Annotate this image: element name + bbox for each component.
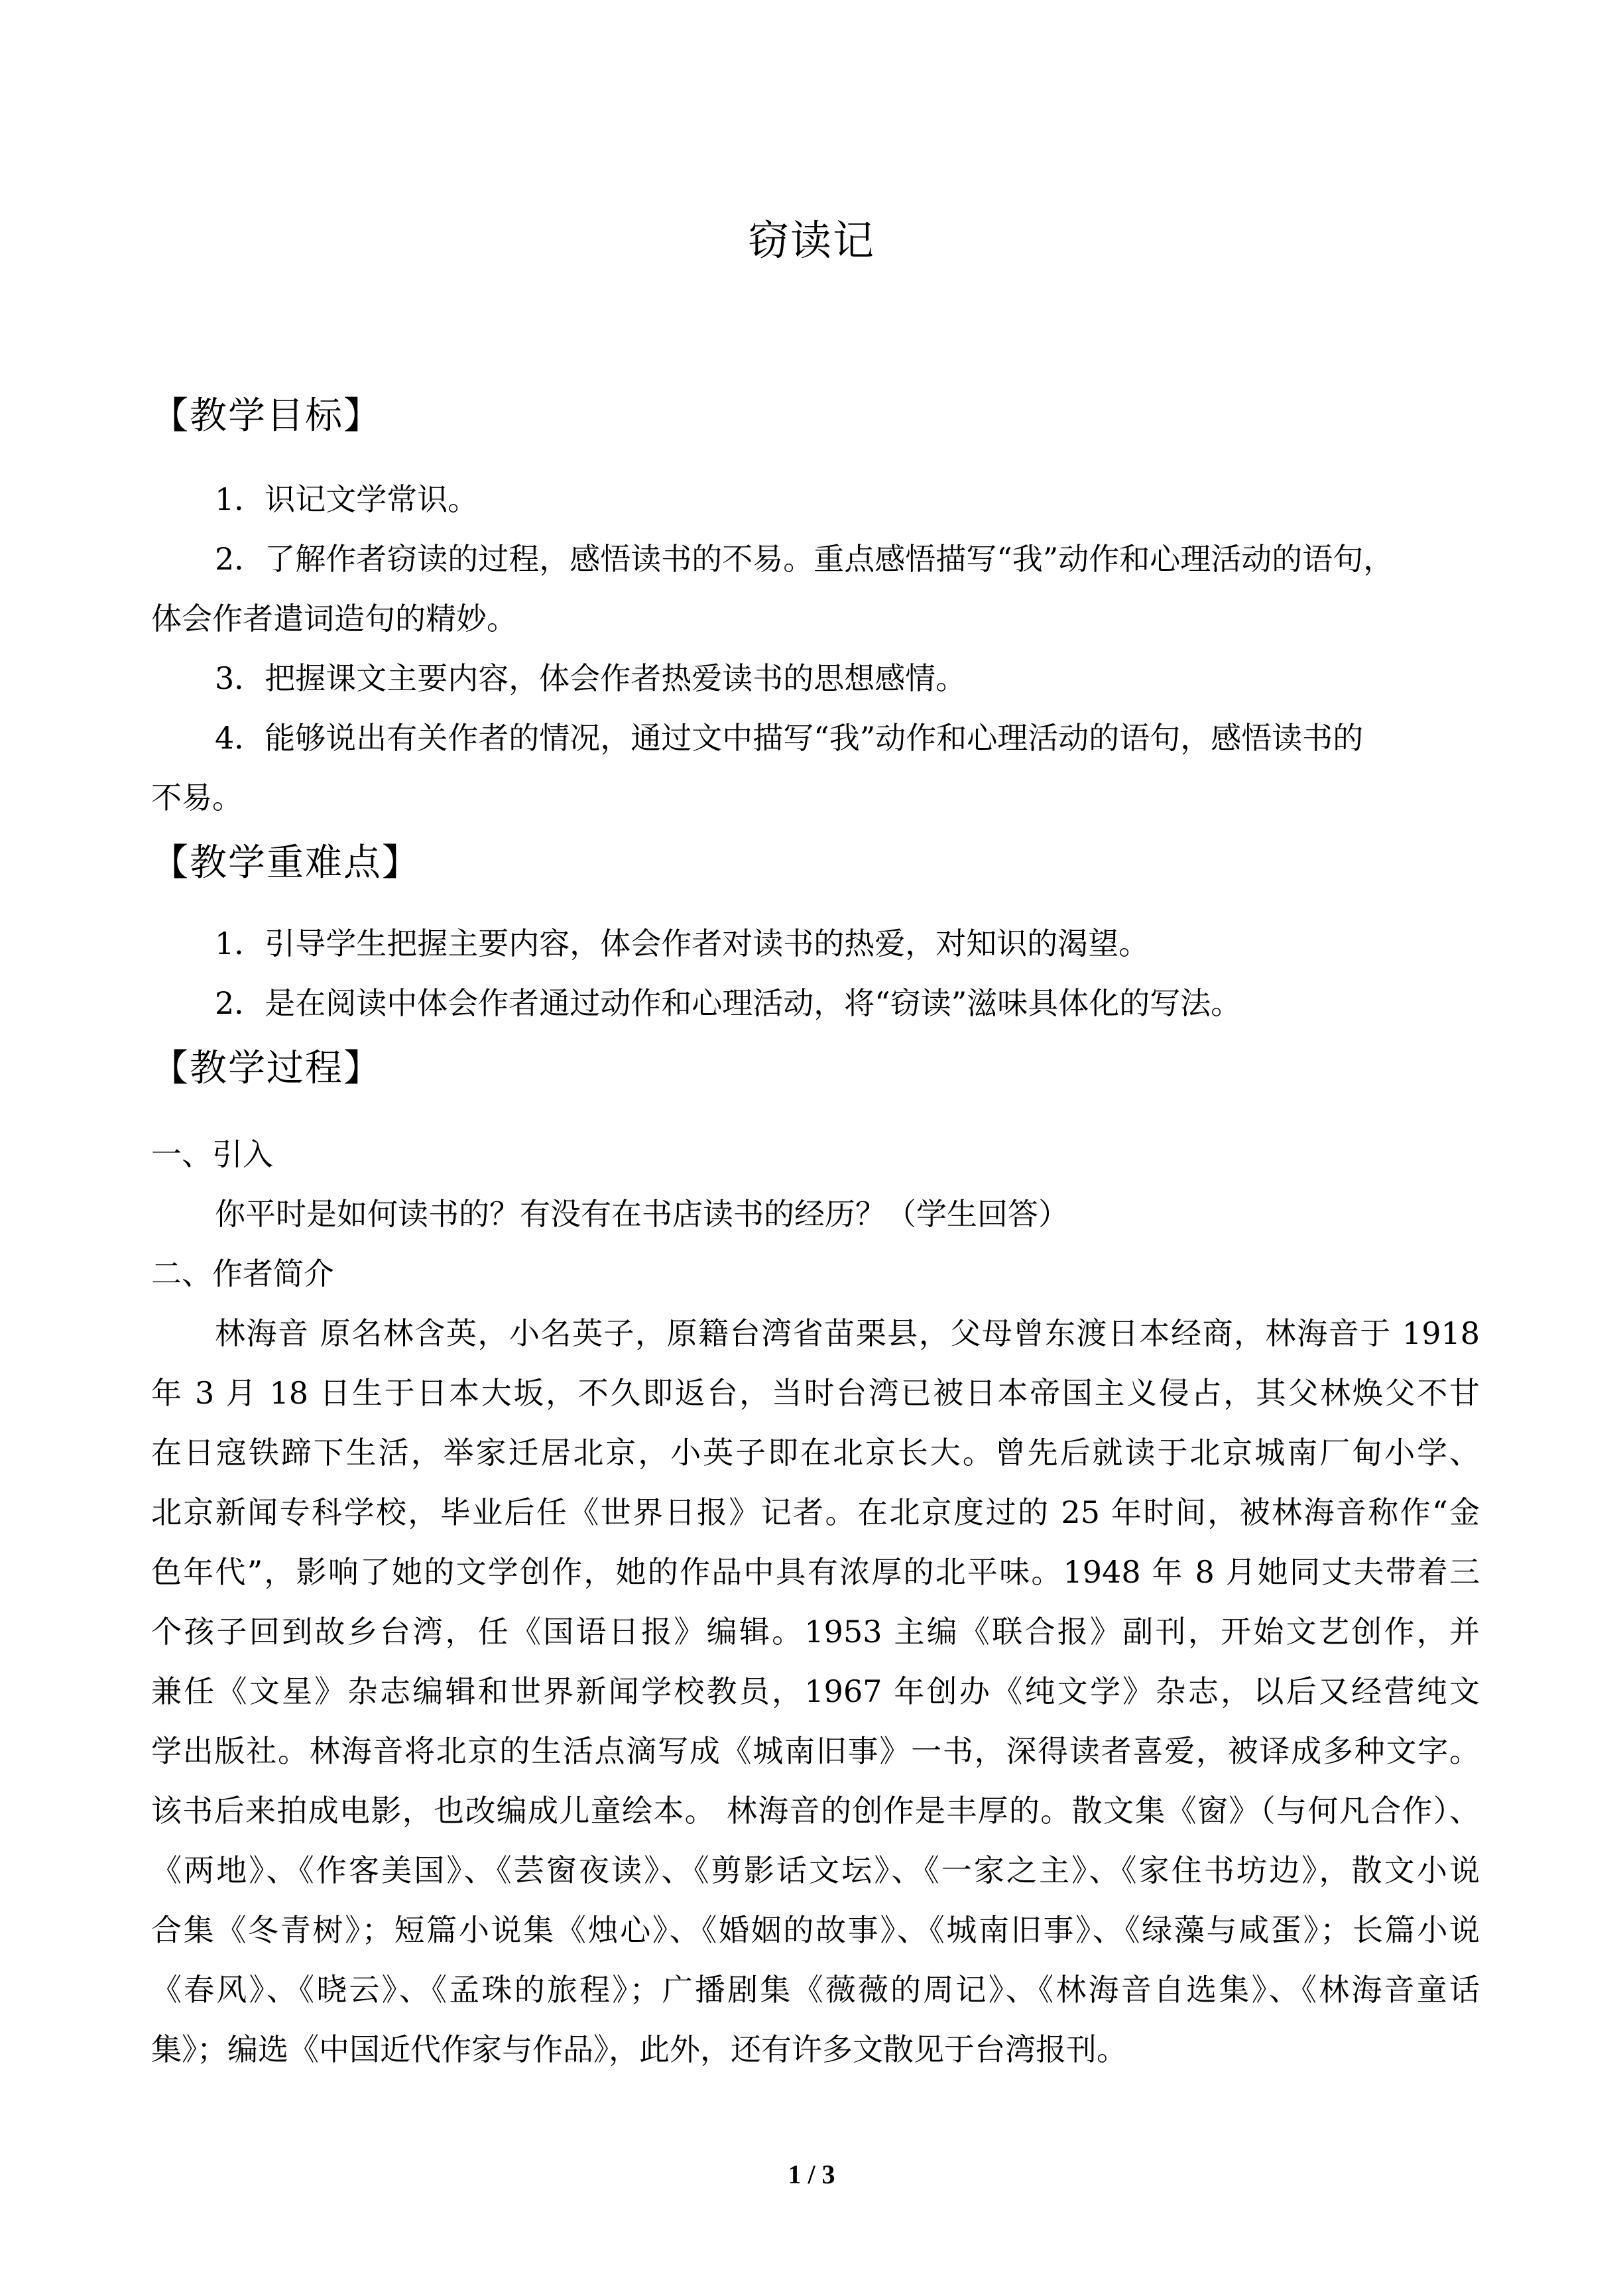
- author-line-10: 《两地》、《作客美国》、《芸窗夜读》、《剪影话文坛》、《一家之主》、《家住书坊边》，散文小说: [151, 1852, 1480, 1888]
- author-line-5: 色年代”，影响了她的文学创作，她的作品中具有浓厚的北平味。1948 年 8 月她同丈夫带着三: [151, 1554, 1480, 1590]
- page-number: 1 / 3: [788, 2159, 835, 2189]
- author-line-11: 合集《冬青树》；短篇小说集《烛心》、《婚姻的故事》、《城南旧事》、《绿藻与咸蛋》；长篇小说: [151, 1912, 1480, 1948]
- key-point-item-2: 2．是在阅读中体会作者通过动作和心理活动，将“窃读”滋味具体化的写法。: [215, 985, 1242, 1021]
- author-line-2: 年 3 月 18 日生于日本大坂，不久即返台，当时台湾已被日本帝国主义侵占，其父林焕父不甘: [151, 1375, 1480, 1411]
- objective-item-3: 3．把握课文主要内容，体会作者热爱读书的思想感情。: [215, 660, 967, 696]
- objective-item-4-cont: 不易。: [151, 780, 243, 816]
- intro-text: 你平时是如何读书的？有没有在书店读书的经历？（学生回答）: [215, 1196, 1069, 1232]
- objectives-heading: 【教学目标】: [151, 394, 382, 438]
- author-line-7: 兼任《文星》杂志编辑和世界新闻学校教员，1967 年创办《纯文学》杂志，以后又经营纯文: [151, 1673, 1480, 1709]
- process-heading: 【教学过程】: [151, 1047, 382, 1090]
- author-line-9: 该书后来拍成电影，也改编成儿童绘本。 林海音的创作是丰厚的。散文集《窗》（与何凡合作）、: [151, 1793, 1480, 1829]
- author-line-6: 个孩子回到故乡台湾，任《国语日报》编辑。1953 主编《联合报》副刊，开始文艺创作，并: [151, 1614, 1480, 1650]
- author-line-3: 在日寇铁蹄下生活，举家迁居北京，小英子即在北京长大。曾先后就读于北京城南厂甸小学、: [151, 1435, 1480, 1471]
- objective-item-2: 2．了解作者窃读的过程，感悟读书的不易。重点感悟描写“我”动作和心理活动的语句，: [215, 541, 1394, 577]
- author-line-8: 学出版社。林海音将北京的生活点滴写成《城南旧事》一书，深得读者喜爱，被译成多种文字。: [151, 1733, 1480, 1769]
- intro-heading: 一、引入: [151, 1136, 273, 1172]
- objective-item-2-cont: 体会作者遣词造句的精妙。: [151, 601, 517, 636]
- objective-item-4: 4．能够说出有关作者的情况，通过文中描写“我”动作和心理活动的语句，感悟读书的: [215, 720, 1364, 756]
- author-line-1: 林海音 原名林含英，小名英子，原籍台湾省苗栗县，父母曾东渡日本经商，林海音于 1918: [215, 1315, 1480, 1351]
- key-points-heading: 【教学重难点】: [151, 841, 420, 884]
- document-title: 窃读记: [747, 216, 875, 265]
- author-line-13: 集》；编选《中国近代作家与作品》，此外，还有许多文散见于台湾报刊。: [151, 2031, 1127, 2067]
- author-heading: 二、作者简介: [151, 1256, 334, 1292]
- objective-item-1: 1．识记文学常识。: [215, 481, 479, 517]
- author-line-4: 北京新闻专科学校，毕业后任《世界日报》记者。在北京度过的 25 年时间，被林海音称作“金: [151, 1494, 1480, 1530]
- author-line-12: 《春风》、《晓云》、《孟珠的旅程》；广播剧集《薇薇的周记》、《林海音自选集》、《林海音童话: [151, 1972, 1480, 2008]
- key-point-item-1: 1．引导学生把握主要内容，体会作者对读书的热爱，对知识的渴望。: [215, 926, 1150, 961]
